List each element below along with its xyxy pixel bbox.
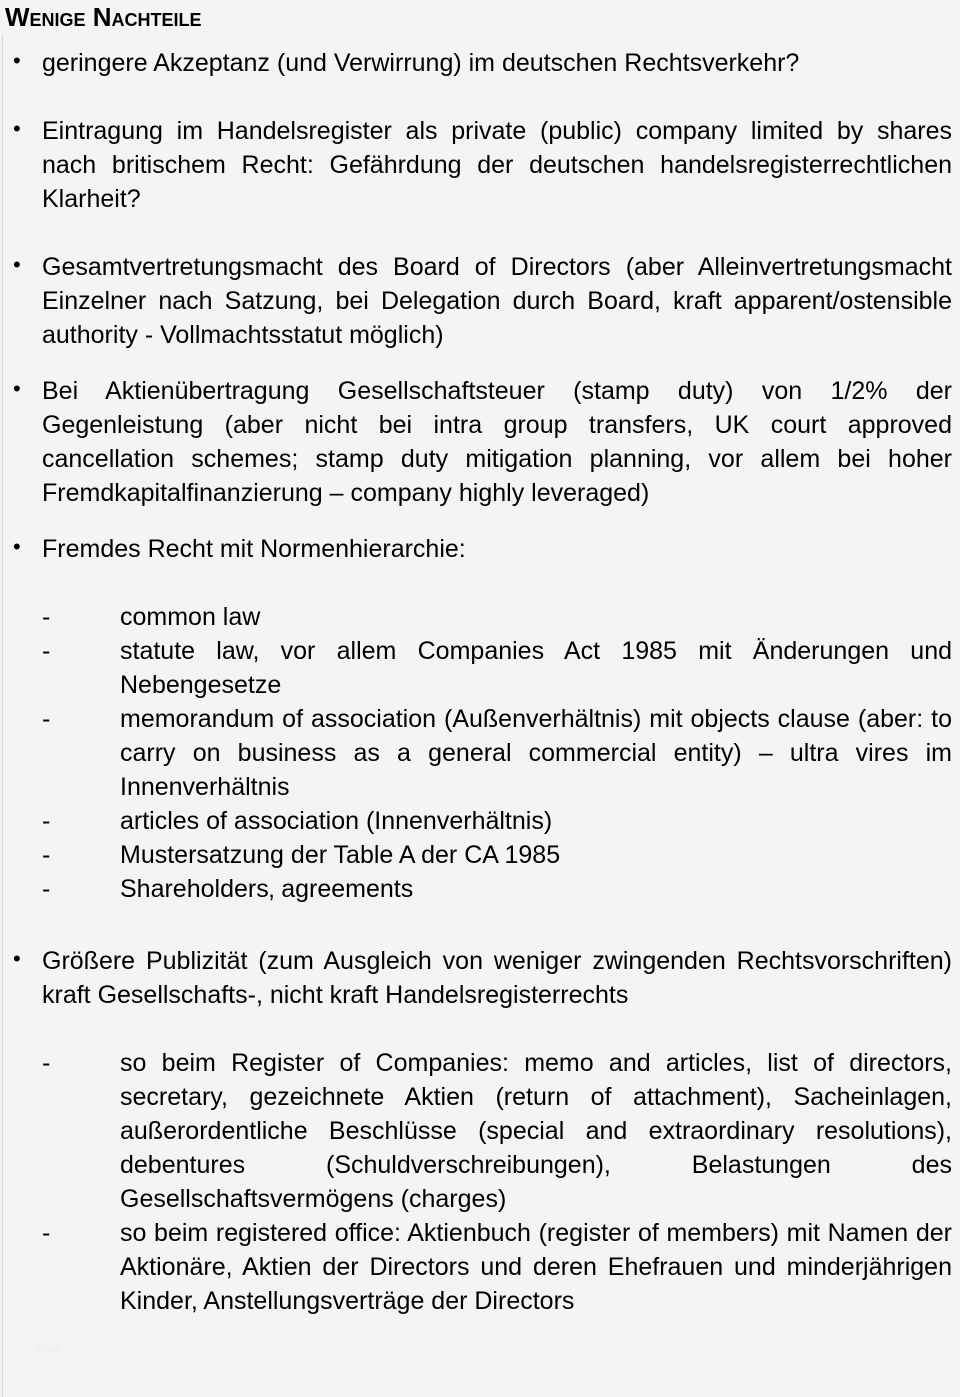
- bullet-item: • Bei Aktienübertragung Gesellschaftsteuer (stamp duty) von 1/2% der Gegenleistung (aber nicht bei intra group transfers, UK court approved cancellation schemes; stamp duty mitigation planning, vor allem bei hoher Fremdkapitalfinanzierung – company highly leveraged): [0, 374, 960, 510]
- bullet-item: • Eintragung im Handelsregister als private (public) company limited by shares nach britischem Recht: Gefährdung der deutschen handelsregisterrechtlichen Klarheit?: [0, 114, 960, 216]
- sub-list-publizitaet: [0, 1046, 960, 1318]
- sub-list-item: - articles of association (Innenverhältnis): [0, 804, 960, 838]
- sub-list-item: - Shareholders‚ agreements: [0, 872, 960, 906]
- bullet-item: • Gesamtvertretungsmacht des Board of Directors (aber Alleinvertretungsmacht Einzelner nach Satzung, bei Delegation durch Board, kraft apparent/ostensible authority - Vollmachtsstatut möglich): [0, 250, 960, 352]
- sub-list-item: - so beim Register of Companies: memo and articles, list of directors, secretary, gezeichnete Aktien (return of attachment), Sacheinlagen, außerordentliche Beschlüsse (special and extraordinary resolutions), debentures (Schuldverschreibungen), Belastungen des Gesellschaftsvermögens (charges): [0, 1046, 960, 1216]
- sub-list-item: - Mustersatzung der Table A der CA 1985: [0, 838, 960, 872]
- sub-list-item: - statute law, vor allem Companies Act 1985 mit Änderungen und Nebengesetze: [0, 634, 960, 702]
- watermark: blog: [36, 1343, 62, 1355]
- sub-list-normenhierarchie: [0, 600, 960, 906]
- bullet-item: • Fremdes Recht mit Normenhierarchie:: [0, 532, 960, 566]
- sub-list-item: - common law: [0, 600, 960, 634]
- sub-list-item: - memorandum of association (Außenverhältnis) mit objects clause (aber: to carry on business as a general commercial entity) – ultra vires im Innenverhältnis: [0, 702, 960, 804]
- document-body: [0, 46, 960, 1318]
- sub-list-item: - so beim registered office: Aktienbuch (register of members) mit Namen der Aktionäre, Aktien der Directors und deren Ehefrauen und minderjährigen Kinder, Anstellungsverträge der Directors: [0, 1216, 960, 1318]
- bullet-item: • geringere Akzeptanz (und Verwirrung) im deutschen Rechtsverkehr?: [0, 46, 960, 80]
- page-title: Wenige Nachteile: [5, 2, 202, 32]
- bullet-item: • Größere Publizität (zum Ausgleich von weniger zwingenden Rechtsvorschriften) kraft Gesellschafts-, nicht kraft Handelsregisterrechts: [0, 944, 960, 1012]
